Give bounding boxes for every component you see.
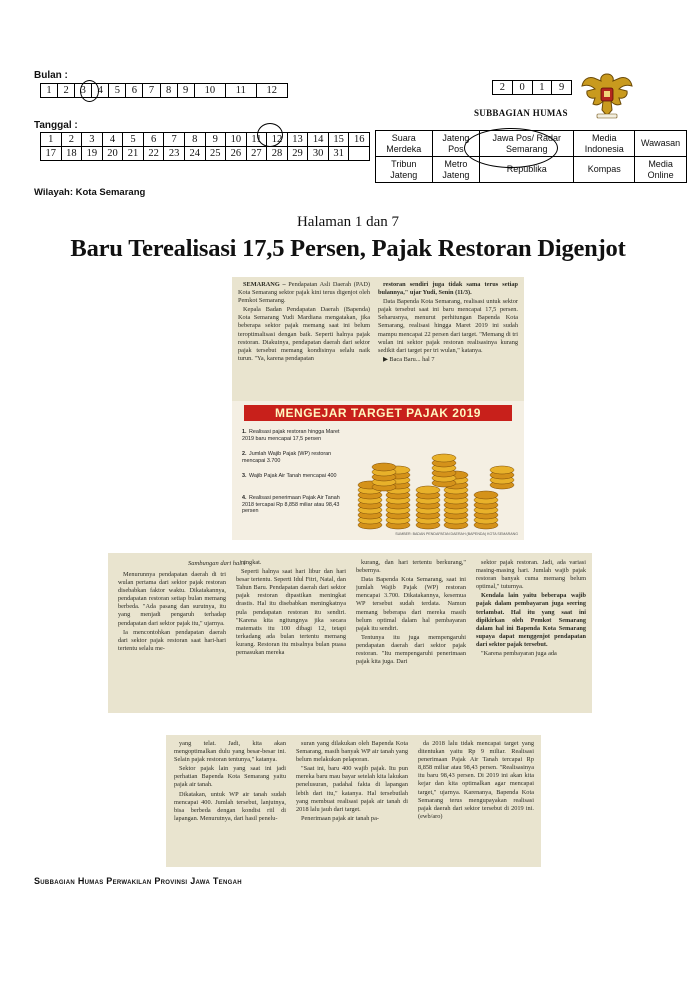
month-cell: 3 [75,84,92,98]
selected-month-circle [80,80,99,102]
media-cell: Media Online [635,157,687,183]
infographic-title: MENGEJAR TARGET PAJAK 2019 [244,405,512,421]
date-cell: 24 [184,147,205,161]
month-cell: 9 [177,84,194,98]
paragraph-text: da 2018 lalu tidak mencapai target yang ditentukan yaitu Rp 9 miliar. Realisasi penerimaan Pajak Air Tanah tercapai Rp 8,858 miliar atau 98,43 persen. "Realisasinya itu baru 98,43 persen. Di 2019 ini akan kita kejar dan kita optimalkan agar mencapai target," ujarnya. Karenanya, Bapenda Kota Semarang terus mengupayakan realisasi pajak daerah dari sektor tersebut di 2019 ini. (ewb/aro) [418,740,534,820]
media-cell: Republika [480,157,574,183]
date-cell [349,147,370,161]
media-cell: Tribun Jateng [376,157,433,183]
date-cell: 20 [102,147,123,161]
infographic-item [242,451,346,464]
infographic-item [242,495,346,515]
date-cell: 19 [82,147,103,161]
infographic-source: SUMBER: BADAN PENDAPATAN DAERAH (BAPENDA) KOTA SEMARANG [395,531,518,536]
year-digit-cell: 1 [532,81,552,95]
clipping-front-page [232,277,524,540]
clipping-column [236,559,346,711]
date-cell: 23 [164,147,185,161]
date-cell: 8 [184,133,205,147]
paragraph [476,559,586,591]
paragraph-text: Seperti halnya saat hari libur dan hari besar tertentu. Seperti Idul Fitri, Natal, dan Tahun Baru. Pendapatan daerah dari sektor pajak restoran dipastikan meningkat drastis. Hal itu disebabkan meningkatnya pula pendapatan restoran itu sendiri. "Karena kita ngitungnya jika secara matematis itu 100 dibagi 12, tetapi terkadang ada bulan tertentu memang kurang. Restoran itu misalnya bulan puasa pemasukan mereka [236,568,346,657]
year-digit-cell: 2 [493,81,513,95]
paragraph-text: Kepala Badan Pendapatan Daerah (Bapenda) Kota Semarang Yudi Mardiana mengatakan, jika beberapa sektor pajak memang saat ini belum teroptimalisasi dengan baik. Seperti halnya pajak restoran. Diakuinya, pendapatan daerah dari sektor pajak tersebut memang kondisinya selalu naik turun. "Ya, karena pendapatan [238,306,370,362]
media-cell: Suara Merdeka [376,131,433,157]
date-cell: 18 [61,147,82,161]
org-name: SUBBAGIAN HUMAS [474,108,568,118]
paragraph-text: Menurunnya pendapatan daerah di tri wulan pertama dari sektor pajak restoran disebabkan faktor waktu. Dikatakannya, pendapatan restoran setiap bulan memang berbeda. "Ada pasang dan surutnya, itu yang menjadi pengaruh terhadap pendapatan dari sektor pajak itu," ujarnya. [118,571,226,627]
media-cell: Wawasan [635,131,687,157]
date-cell: 25 [205,147,226,161]
paragraph [238,281,370,305]
date-cell: 31 [328,147,349,161]
date-cell: 26 [226,147,247,161]
date-cell: 14 [308,133,329,147]
coin-shape [490,466,514,474]
paragraph [296,815,408,823]
coin-shape [432,454,456,462]
paragraph-text: Ia mencontohkan pendapatan daerah dari sektor pajak restoran saat hari-hari tertentu selalu me- [118,628,226,652]
media-cell: Jateng Pos [432,131,480,157]
date-cell: 17 [41,147,62,161]
date-cell: 22 [143,147,164,161]
paragraph-text: Data Bapenda Kota Semarang, realisasi untuk sektor pajak tersebut saat ini baru mencapai 17,5 persen. Seharusnya, menurut perhitungan Bapenda Kota Semarang, realisasi hingga Maret 2019 ini sudah mampu mencapai 22 persen dari target. "Memang di tri wulan ini sektor pajak restoran realisasinya kurang sedikit dari target per tri wulan," katanya. [378,298,518,354]
paragraph [418,740,534,821]
paragraph-text: "Karena pembayaran juga ada [481,650,557,658]
garuda-emblem-icon [578,68,636,120]
month-cell: 6 [126,84,143,98]
dateline: SEMARANG – [243,281,286,288]
paragraph [174,740,286,764]
date-cell: 2 [61,133,82,147]
bulan-label: Bulan : [34,70,68,81]
selected-date-circle [257,123,283,147]
clipping-end [166,735,541,867]
media-cell: Jawa Pos/ Radar Semarang [480,131,574,157]
paragraph [174,791,286,823]
paragraph [378,281,518,297]
coin-shape [416,486,440,494]
date-cell: 5 [123,133,144,147]
date-cell: 3 [82,133,103,147]
paragraph [296,740,408,764]
year-grid [492,80,572,95]
month-cell: 12 [256,84,287,98]
year-digit-cell: 0 [512,81,532,95]
paragraph-text: kurang, dan hari tertentu berkurang," bebernya. [356,559,466,575]
footer-org: Subbagian Humas Perwakilan Provinsi Jawa Tengah [34,876,242,886]
paragraph [118,629,226,653]
paragraph [296,765,408,814]
coin-shape [372,463,396,471]
paragraph-text: restoran sendiri juga tidak sama terus setiap bulannya," ujar Yudi, Senin (11/3). [378,281,518,297]
coin-stack-icon [352,425,520,533]
coin-shape [474,491,498,499]
month-grid [40,83,288,98]
paragraph-text: suran yang dilakukan oleh Bapenda Kota Semarang, masih banyak WP air tanah yang belum melakukan pelaporan. [296,740,408,764]
date-grid [40,132,370,161]
wilayah-label: Wilayah: Kota Semarang [34,187,146,198]
infographic-item [242,473,346,480]
paragraph-text: Penerimaan pajak air tanah pa- [301,814,379,822]
date-cell: 1 [41,133,62,147]
media-cell: Kompas [574,157,635,183]
date-cell: 16 [349,133,370,147]
month-cell: 8 [160,84,177,98]
clipping-column [356,559,466,711]
paragraph [476,650,586,658]
infographic-item-number: 3. [242,473,247,479]
date-cell: 27 [246,147,267,161]
clipping-continuation [108,553,592,713]
date-cell: 9 [205,133,226,147]
paragraph-text: "Saat ini, baru 400 wajib pajak. Itu pun mereka baru mau bayar setelah kita lakukan penelusuran, padahal fakta di lapangan lebih dari itu," katanya. Hal tersebutlah yang membuat realisasi pajak air tanah di 2018 lalu jauh dari target. [296,765,408,813]
headline: Baru Terealisasi 17,5 Persen, Pajak Restoran Digenjot [70,235,626,262]
paragraph [356,576,466,633]
clipping-column [296,740,408,865]
infographic-item-number: 2. [242,451,247,457]
month-cell: 5 [109,84,126,98]
date-cell: 28 [267,147,288,161]
paragraph-text: Kendala lain yaitu beberapa wajib pajak dalam pembayaran juga seering terlambat. Hal itu yang saat ini dipikirkan oleh Pemkot Semarang dalam hal ini Bapenda Kota Semarang supaya dapat menggenjot pendapatan dari sektor pajak tersebut. [476,592,586,648]
date-cell: 12 [267,133,288,147]
paragraph-text: yang telat. Jadi, kita akan mengoptimalkan dulu yang besar-besar ini. Selain pajak restoran tentunya," katanya. [174,740,286,764]
month-cell: 4 [92,84,109,98]
paragraph [236,559,346,567]
infographic [232,401,524,540]
date-cell: 29 [287,147,308,161]
month-cell: 7 [143,84,160,98]
clipping-column [118,571,226,711]
clipping-column [238,281,370,398]
paragraph-text: ▶ Baca Baru... hal 7 [383,355,435,363]
paragraph [236,568,346,657]
month-cell: 1 [41,84,58,98]
date-cell: 7 [164,133,185,147]
paragraph-text: Tentunya itu juga mempengaruhi pendapatan daerah dari sektor pajak restoran. "Itu mempengaruhi penerimaan pajak kita juga. Dari [356,633,466,666]
paragraph [356,634,466,666]
date-cell: 13 [287,133,308,147]
paragraph [118,571,226,628]
tanggal-label: Tanggal : [34,120,78,131]
month-cell: 11 [226,84,256,98]
month-cell: 2 [58,84,75,98]
date-cell: 15 [328,133,349,147]
month-cell: 10 [194,84,225,98]
continuation-label: Sambungan dari hal.1 [188,560,246,567]
media-cell: Metro Jateng [432,157,480,183]
media-cell: Media Indonesia [574,131,635,157]
infographic-item [242,429,346,442]
paragraph [238,306,370,363]
date-cell: 4 [102,133,123,147]
year-digit-cell: 9 [552,81,572,95]
date-cell: 21 [123,147,144,161]
date-cell: 6 [143,133,164,147]
date-cell: 11 [246,133,267,147]
selected-media-circle [464,128,558,168]
page-reference: Halaman 1 dan 7 [296,214,400,230]
clipping-column [476,559,586,711]
paragraph-text: Pendapatan Asli Daerah (PAD) Kota Semarang sektor pajak kini terus digenjot oleh Pemkot Semarang. [238,281,370,305]
clipping-column [418,740,534,865]
paragraph [356,559,466,575]
paragraph-text: ningkat. [241,559,262,566]
infographic-item-text: Realisasi pajak restoran hingga Maret 2019 baru mencapai 17,5 persen [242,429,340,442]
infographic-item-text: Wajib Pajak Air Tanah mencapai 400 [249,473,337,479]
paragraph [378,356,518,364]
paragraph-text: Sektor pajak lain yang saat ini jadi perhatian Bapenda Kota Semarang yaitu pajak air tanah. [174,765,286,789]
paragraph [476,592,586,649]
paragraph-text: Data Bapenda Kota Semarang, saat ini jumlah Wajib Pajak (WP) restoran mencapai 3.700. Dikatakannya, kesemua WP tersebut sudah terdata. Namun memang beberapa dari mereka masih belum optimal dalam hal pembayaran pajak itu sendiri. [356,576,466,632]
date-cell: 30 [308,147,329,161]
paragraph [378,298,518,355]
paragraph [174,765,286,789]
clipping-column [174,740,286,865]
infographic-item-number: 1. [242,429,247,435]
paragraph-text: Dikatakan, untuk WP air tanah sudah mencapai 400. Jumlah tersebut, lanjutnya, bisa berbeda dengan kondisi riil di lapangan. Menurutnya, dari hasil penelu- [174,790,286,822]
infographic-item-number: 4. [242,495,247,501]
paragraph-text: sektor pajak restoran. Jadi, ada variasi masing-masing hari. Jumlah wajib pajak restoran banyak cuma memang belum optimal," tuturnya. [476,559,586,591]
clipping-column [378,281,518,398]
infographic-item-text: Jumlah Wajib Pajak (WP) restoran mencapai 3.700 [242,451,332,464]
date-cell: 10 [226,133,247,147]
infographic-item-text: Realisasi penerimaan Pajak Air Tanah 2018 tercapai Rp 8,858 miliar atau 98,43 persen [242,495,340,515]
